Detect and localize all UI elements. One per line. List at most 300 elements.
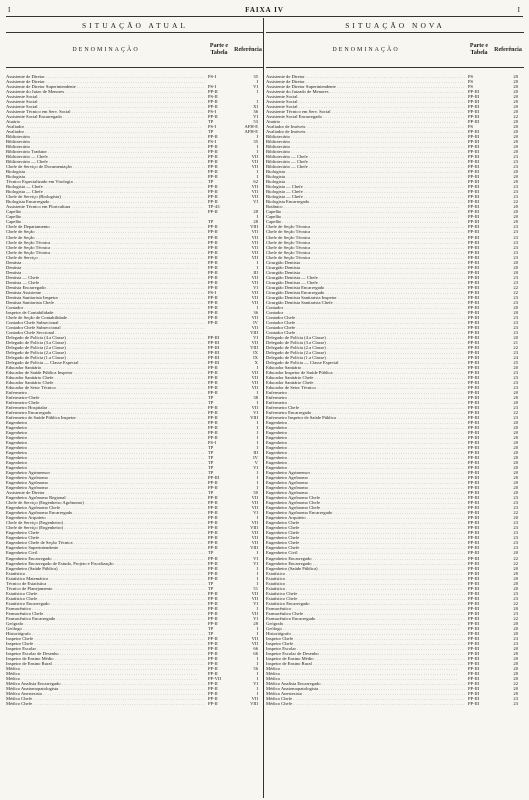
- row-denominacao: Chefe de Seção Técnica . . .: [6, 245, 205, 250]
- row-denominacao: Dentista . . .: [6, 260, 205, 265]
- row-denominacao: Avaliador de Imóveis . . .: [266, 129, 465, 134]
- row-referencia: VII: [251, 274, 258, 280]
- row-denominacao: Enfermeiro Hospitalar . . .: [6, 405, 205, 410]
- row-referencia: 20: [513, 670, 518, 676]
- row-denominacao: Educador Sanitário Chefe . . .: [266, 380, 465, 385]
- row-parte-tabela: PP-II: [208, 590, 218, 596]
- row-referencia: I: [256, 420, 258, 426]
- row-parte-tabela: PP-III: [468, 199, 480, 205]
- row-parte-tabela: PP-II: [208, 540, 218, 546]
- row-referencia: IX: [253, 354, 258, 360]
- row-parte-tabela: PP-III: [468, 104, 480, 110]
- row-parte-tabela: PP-II: [208, 194, 218, 200]
- row-referencia: VI: [253, 555, 258, 561]
- row-parte-tabela: PP-II: [208, 199, 218, 205]
- row-denominacao: Assistente de Diretor Superintendente . . .: [266, 84, 465, 89]
- row-referencia: I: [256, 565, 258, 571]
- row-referencia: I: [256, 440, 258, 446]
- row-denominacao: Estatístico . . .: [266, 581, 465, 586]
- row-parte-tabela: PP-III: [468, 415, 480, 421]
- row-parte-tabela: PP-II: [208, 610, 218, 616]
- row-parte-tabela: PP-III: [468, 440, 480, 446]
- row-parte-tabela: PP-II: [208, 430, 218, 436]
- row-parte-tabela: PP-III: [468, 219, 480, 225]
- row-referencia: 23: [513, 329, 518, 335]
- row-referencia: 20: [513, 685, 518, 691]
- row-parte-tabela: PP-III: [468, 214, 480, 220]
- row-parte-tabela: TP: [208, 550, 214, 556]
- row-referencia: VIII: [250, 329, 258, 335]
- row-denominacao: Engenheiro Agrônomo . . .: [266, 480, 465, 485]
- row-denominacao: Engenheiro . . .: [266, 455, 465, 460]
- row-parte-tabela: PS-I: [208, 440, 217, 446]
- row-denominacao: Engenheiro Agrônomo Encarregado . . .: [266, 510, 465, 515]
- row-parte-tabela: PP-II: [208, 655, 218, 661]
- row-denominacao: Cirurgião Dentista — Chefe . . .: [266, 280, 465, 285]
- row-referencia: 22: [513, 555, 518, 561]
- row-denominacao: Delegado de Polícia — Classe Especial . . .: [6, 360, 205, 365]
- row-parte-tabela: PP-II: [208, 695, 218, 701]
- row-referencia: I: [256, 550, 258, 556]
- row-parte-tabela: PP-III: [468, 354, 480, 360]
- row-referencia: 20: [513, 309, 518, 315]
- row-referencia: I: [256, 304, 258, 310]
- row-referencia: I: [256, 690, 258, 696]
- row-parte-tabela: PP-II: [208, 415, 218, 421]
- row-parte-tabela: PP-III: [468, 630, 480, 636]
- row-parte-tabela: PS: [468, 84, 474, 90]
- row-parte-tabela: PP-II: [208, 650, 218, 656]
- row-referencia: 20: [513, 89, 518, 95]
- row-parte-tabela: PS-II: [208, 94, 218, 100]
- row-referencia: 23: [513, 184, 518, 190]
- row-referencia: VII: [251, 405, 258, 411]
- row-parte-tabela: PP-II: [208, 229, 218, 235]
- row-referencia: 23: [513, 379, 518, 385]
- row-referencia: 20: [513, 455, 518, 461]
- row-denominacao: Bibliotecário — Chefe . . .: [266, 154, 465, 159]
- row-denominacao: Estatístico Encarregado . . .: [6, 601, 205, 606]
- row-parte-tabela: PP-II: [208, 665, 218, 671]
- row-referencia: 23: [513, 369, 518, 375]
- row-parte-tabela: PP-III: [468, 690, 480, 696]
- row-referencia: VI: [253, 465, 258, 471]
- row-parte-tabela: PP-III: [468, 465, 480, 471]
- row-denominacao: Botânico . . .: [266, 204, 465, 209]
- row-referencia: 20: [513, 485, 518, 491]
- row-denominacao: Inspetor de Ensino Rural . . .: [6, 661, 205, 666]
- row-referencia: 20: [513, 625, 518, 631]
- row-referencia: VII: [251, 695, 258, 701]
- row-denominacao: Delegado de Polícia (2.a Classe) . . .: [266, 345, 465, 350]
- row-parte-tabela: PP-III: [468, 445, 480, 451]
- row-denominacao: Engenheiro Chefe . . .: [266, 540, 465, 545]
- row-referencia: 20: [513, 475, 518, 481]
- row-referencia: 20: [513, 630, 518, 636]
- row-denominacao: Inspetor de Ensino Médio . . .: [266, 656, 465, 661]
- row-denominacao: Estatístico . . .: [6, 571, 205, 576]
- row-denominacao: Enfermeiro . . .: [266, 395, 465, 400]
- row-denominacao: Médico . . .: [6, 671, 205, 676]
- row-parte-tabela: PP-III: [468, 274, 480, 280]
- row-denominacao: Inspetor Chefe . . .: [6, 636, 205, 641]
- row-denominacao: Engenheiro Chefe . . .: [6, 530, 205, 535]
- row-denominacao: Bibliotecário . . .: [266, 139, 465, 144]
- row-referencia: 20: [513, 675, 518, 681]
- row-denominacao: Médico Chefe . . .: [266, 696, 465, 701]
- row-referencia: 20: [513, 575, 518, 581]
- column-title: SITUAÇÃO ATUAL: [82, 21, 188, 30]
- row-referencia: 20: [513, 650, 518, 656]
- row-denominacao: Bibliotecário . . .: [266, 144, 465, 149]
- row-denominacao: Médico Analista Encarregado . . .: [6, 681, 205, 686]
- row-referencia: 20: [513, 109, 518, 115]
- row-denominacao: Chefe de Seção . . .: [6, 235, 205, 240]
- row-parte-tabela: PP-II: [208, 605, 218, 611]
- row-denominacao: Capelão . . .: [266, 219, 465, 224]
- row-denominacao: Chefe de Seção Técnica . . .: [266, 250, 465, 255]
- row-parte-tabela: PP-III: [468, 114, 480, 120]
- row-denominacao: Médico . . .: [6, 676, 205, 681]
- row-parte-tabela: PP-II: [208, 389, 218, 395]
- row-denominacao: Engenheiro Agrônomo . . .: [6, 480, 205, 485]
- row-parte-tabela: PP-III: [468, 555, 480, 561]
- row-parte-tabela: PP-III: [468, 480, 480, 486]
- row-denominacao: Inspetor Escolar . . .: [6, 646, 205, 651]
- row-parte-tabela: PP-III: [468, 650, 480, 656]
- row-referencia: 20: [513, 430, 518, 436]
- row-referencia: 23: [513, 590, 518, 596]
- row-parte-tabela: PP-III: [468, 395, 480, 400]
- row-denominacao: Assistente de Diretor . . .: [6, 490, 205, 495]
- row-parte-tabela: TP: [208, 630, 214, 636]
- row-parte-tabela: PP-III: [468, 324, 480, 330]
- row-referencia: 20: [513, 259, 518, 265]
- row-referencia: VII: [251, 635, 258, 641]
- row-referencia: I: [256, 149, 258, 155]
- row-denominacao: Engenheiro Agrônomo . . .: [6, 485, 205, 490]
- row-referencia: 23: [513, 530, 518, 536]
- row-referencia: 23: [513, 194, 518, 200]
- row-denominacao: Engenheiro . . .: [6, 445, 205, 450]
- row-parte-tabela: PP-III: [468, 389, 480, 395]
- row-referencia: VI: [253, 600, 258, 606]
- row-denominacao: Contador Chefe . . .: [266, 330, 465, 335]
- row-parte-tabela: PP-III: [468, 625, 480, 631]
- row-denominacao: Assistente de Diretor . . .: [266, 74, 465, 79]
- row-parte-tabela: PP-II: [208, 645, 218, 651]
- row-denominacao: Delegado de Polícia — Classe Especial . . .: [266, 360, 465, 365]
- row-referencia: X: [254, 359, 258, 365]
- row-parte-tabela: PS: [468, 74, 474, 79]
- row-referencia: I: [256, 174, 258, 180]
- row-denominacao: Biologista . . .: [6, 174, 205, 179]
- row-denominacao: Avaliador de Imóveis . . .: [266, 124, 465, 129]
- header-denominacao: DENOMINAÇÃO: [72, 47, 140, 53]
- row-denominacao: Enfermeiro Inspetor de Saúde Pública . . .: [266, 415, 465, 420]
- row-parte-tabela: PP-III: [208, 344, 220, 350]
- row-denominacao: Contador Chefe . . .: [266, 325, 465, 330]
- row-parte-tabela: PP-III: [468, 470, 480, 476]
- row-denominacao: Estatístico . . .: [266, 576, 465, 581]
- row-denominacao: Bibliotecário . . .: [266, 149, 465, 154]
- row-denominacao: Farmacêutico Encarregado . . .: [266, 616, 465, 621]
- row-parte-tabela: PP-II: [208, 299, 218, 305]
- row-denominacao: Historiógrafo . . .: [266, 631, 465, 636]
- row-parte-tabela: PP-II: [208, 680, 218, 686]
- row-denominacao: Chefe de Seção Técnica . . .: [266, 229, 465, 234]
- row-parte-tabela: PP-III: [468, 234, 480, 240]
- row-parte-tabela: PP-III: [468, 530, 480, 536]
- header-referencia: Referência: [494, 47, 522, 53]
- row-referencia: 20: [513, 94, 518, 100]
- row-referencia: I: [256, 515, 258, 521]
- row-denominacao: Engenheiro Chefe . . .: [266, 525, 465, 530]
- row-parte-tabela: PP-II: [208, 410, 218, 416]
- row-denominacao: Cirurgião Dentista Sanitarista Chefe . . .: [266, 300, 465, 305]
- row-referencia: I: [256, 214, 258, 220]
- row-parte-tabela: PP-II: [208, 259, 218, 265]
- row-parte-tabela: PP-III: [208, 354, 220, 360]
- row-denominacao: Dentista Sanitarista Inspetor . . .: [6, 295, 205, 300]
- row-denominacao: Inspetor de Ensino Médio . . .: [6, 656, 205, 661]
- row-referencia: 20: [513, 144, 518, 150]
- row-denominacao: Dentista Encarregado . . .: [6, 285, 205, 290]
- row-parte-tabela: PP-III: [468, 364, 480, 370]
- row-denominacao: Médico Chefe . . .: [266, 701, 465, 706]
- row-referencia: 23: [513, 159, 518, 165]
- row-denominacao: Biologista — Chefe . . .: [6, 184, 205, 189]
- row-parte-tabela: PP-II: [208, 485, 218, 491]
- row-denominacao: Engenheiro Agrônomo . . .: [266, 490, 465, 495]
- row-parte-tabela: PP-III: [468, 179, 480, 185]
- row-denominacao: Avaliador . . .: [6, 124, 205, 129]
- row-denominacao: Geólogo . . .: [266, 626, 465, 631]
- row-referencia: 20: [513, 620, 518, 626]
- row-referencia: VII: [251, 239, 258, 245]
- row-parte-tabela: PP-III: [468, 610, 480, 616]
- row-referencia: VI: [253, 615, 258, 621]
- row-parte-tabela: PP-III: [208, 339, 220, 345]
- row-referencia: 20: [513, 655, 518, 661]
- row-denominacao: Cirurgião Dentista . . .: [266, 270, 465, 275]
- row-parte-tabela: PP-III: [468, 455, 480, 461]
- row-denominacao: Cirurgião Dentista Sanitarista Inspetor . . .: [266, 295, 465, 300]
- row-parte-tabela: PP-III: [468, 500, 480, 506]
- row-denominacao: Contador Chefe Subseccional . . .: [6, 325, 205, 330]
- row-referencia: 22: [513, 615, 518, 621]
- row-parte-tabela: PP-VII: [208, 675, 222, 681]
- row-denominacao: Engenheiro . . .: [6, 460, 205, 465]
- row-referencia: 20: [513, 124, 518, 130]
- row-denominacao: Educador Sanitário Chefe . . .: [6, 375, 205, 380]
- row-denominacao: Chefe de Departamento . . .: [6, 224, 205, 229]
- row-denominacao: Engenheiro . . .: [6, 440, 205, 445]
- row-parte-tabela: PP-III: [468, 334, 480, 340]
- row-referencia: 23: [513, 374, 518, 380]
- row-parte-tabela: PP-II: [208, 600, 218, 606]
- row-denominacao: Engenheiro Superintendente . . .: [6, 545, 205, 550]
- row-referencia: 28: [253, 219, 258, 225]
- row-denominacao: Estatístico . . .: [266, 571, 465, 576]
- table-body: [6, 74, 264, 706]
- row-denominacao: Bibliotecário . . .: [6, 134, 205, 139]
- row-denominacao: Médico Chefe . . .: [6, 696, 205, 701]
- row-referencia: 20: [513, 420, 518, 426]
- row-parte-tabela: PS-I: [208, 109, 217, 115]
- row-referencia: 23: [513, 635, 518, 641]
- row-parte-tabela: PP-III: [468, 99, 480, 105]
- row-referencia: I: [256, 625, 258, 631]
- row-parte-tabela: PP-II: [208, 505, 218, 511]
- row-parte-tabela: PP-III: [468, 450, 480, 456]
- row-parte-tabela: PP-III: [468, 595, 480, 601]
- row-referencia: VII: [251, 244, 258, 250]
- row-denominacao: Técnico Especializado em Virologia . . .: [6, 179, 205, 184]
- row-parte-tabela: PP-II: [208, 369, 218, 375]
- row-parte-tabela: PP-III: [468, 109, 480, 115]
- row-denominacao: Delegado de Polícia (3.a Classe) . . .: [6, 340, 205, 345]
- row-parte-tabela: PP-III: [468, 184, 480, 190]
- row-denominacao: Chefe de Seção de Contabilidade . . .: [6, 315, 205, 320]
- row-parte-tabela: PP-III: [468, 475, 480, 481]
- row-referencia: I: [256, 430, 258, 436]
- row-denominacao: Engenheiro Agrônomo . . .: [266, 475, 465, 480]
- row-referencia: VII: [251, 500, 258, 506]
- row-denominacao: Farmacêutico . . .: [6, 606, 205, 611]
- row-denominacao: Bibliotecário — Chefe . . .: [266, 159, 465, 164]
- row-denominacao: Enfermeiro de Saúde Pública Inspetor . . .: [6, 415, 205, 420]
- row-denominacao: Engenheiro Agrimensor . . .: [6, 470, 205, 475]
- row-denominacao: Bibliotecário . . .: [6, 144, 205, 149]
- row-referencia: XI: [253, 104, 258, 110]
- row-referencia: VII: [251, 535, 258, 541]
- row-denominacao: Educador de Setor Técnico . . .: [6, 385, 205, 390]
- row-parte-tabela: PP-III: [468, 244, 480, 250]
- page-marker-left: I: [8, 6, 12, 14]
- row-parte-tabela: PP-III: [468, 520, 480, 526]
- row-denominacao: Cirurgião Dentista Encarregado . . .: [266, 285, 465, 290]
- row-denominacao: Inspetor Chefe . . .: [6, 641, 205, 646]
- row-denominacao: Engenheiro . . .: [6, 430, 205, 435]
- row-referencia: 22: [513, 560, 518, 566]
- row-parte-tabela: PS: [468, 124, 474, 130]
- row-denominacao: Contador Chefe . . .: [266, 320, 465, 325]
- row-parte-tabela: PP-III: [468, 615, 480, 621]
- row-denominacao: Engenheiro . . .: [266, 465, 465, 470]
- row-denominacao: Biologista — Chefe . . .: [266, 184, 465, 189]
- row-referencia: 56: [253, 665, 258, 671]
- row-parte-tabela: PP-II: [208, 570, 218, 576]
- row-referencia: 20: [513, 580, 518, 586]
- row-parte-tabela: PP-III: [468, 495, 480, 501]
- row-referencia: 22: [513, 344, 518, 350]
- row-parte-tabela: PP-III: [468, 540, 480, 546]
- row-parte-tabela: PP-III: [468, 565, 480, 571]
- row-denominacao: Chefe de Serviço . . .: [6, 255, 205, 260]
- row-denominacao: Delegado de Polícia (4.a Classe) . . .: [6, 335, 205, 340]
- row-denominacao: Enfermeiro Encarregado . . .: [6, 410, 205, 415]
- row-parte-tabela: PP-II: [208, 575, 218, 581]
- row-referencia: 23: [513, 384, 518, 390]
- row-denominacao: Capelão . . .: [6, 214, 205, 219]
- row-denominacao: Médico . . .: [6, 666, 205, 671]
- row-parte-tabela: PP-II: [208, 635, 218, 641]
- row-parte-tabela: PP-III: [468, 319, 480, 325]
- row-parte-tabela: PP-II: [208, 144, 218, 150]
- row-referencia: 28: [253, 620, 258, 626]
- row-parte-tabela: PP-II: [208, 164, 218, 170]
- row-denominacao: Contador . . .: [266, 310, 465, 315]
- row-referencia: I: [256, 134, 258, 140]
- row-parte-tabela: PP-III: [468, 149, 480, 155]
- table-header: [266, 32, 524, 68]
- row-denominacao: Médico . . .: [266, 666, 465, 671]
- row-parte-tabela: TP: [208, 580, 214, 586]
- row-referencia: 28: [253, 209, 258, 215]
- row-referencia: VII: [251, 374, 258, 380]
- row-referencia: 20: [513, 490, 518, 496]
- row-referencia: I: [256, 400, 258, 406]
- row-denominacao: Médico Analista Encarregado . . .: [266, 681, 465, 686]
- row-parte-tabela: PP-III: [208, 475, 220, 481]
- row-denominacao: Engenheiro . . .: [6, 420, 205, 425]
- row-referencia: 20: [513, 400, 518, 406]
- row-parte-tabela: PP-II: [208, 510, 218, 516]
- row-referencia: 20: [513, 605, 518, 611]
- column-title: SITUAÇÃO NOVA: [345, 21, 445, 30]
- row-parte-tabela: PP-II: [208, 304, 218, 310]
- row-denominacao: Engenheiro Chefe . . .: [6, 535, 205, 540]
- row-parte-tabela: PP-III: [468, 550, 480, 556]
- row-denominacao: Inspetor Escolar . . .: [266, 646, 465, 651]
- row-parte-tabela: PP-II: [208, 149, 218, 155]
- row-denominacao: Engenheiro (Saúde Pública) . . .: [6, 566, 205, 571]
- row-referencia: 20: [513, 465, 518, 471]
- row-referencia: VIII: [250, 344, 258, 350]
- row-parte-tabela: PP-II: [208, 545, 218, 551]
- row-denominacao: Engenheiro Chefe . . .: [266, 530, 465, 535]
- row-parte-tabela: PP-III: [468, 339, 480, 345]
- row-referencia: 23: [513, 695, 518, 701]
- row-denominacao: Geólogo . . .: [6, 626, 205, 631]
- row-parte-tabela: PS-I: [208, 74, 217, 79]
- row-denominacao: Cirurgião Dentista . . .: [266, 265, 465, 270]
- row-referencia: 20: [513, 470, 518, 476]
- row-parte-tabela: TP: [208, 119, 214, 125]
- row-denominacao: Engenheiro Chefe . . .: [266, 520, 465, 525]
- row-denominacao: Engenheiro Agrônomo . . .: [6, 475, 205, 480]
- row-denominacao: Avaliador . . .: [6, 129, 205, 134]
- row-parte-tabela: PP-II: [208, 249, 218, 255]
- row-referencia: 20: [513, 219, 518, 225]
- row-denominacao: Educador Sanitário Chefe . . .: [6, 380, 205, 385]
- row-parte-tabela: PS-I: [208, 139, 217, 145]
- row-parte-tabela: PP-III: [468, 384, 480, 390]
- row-denominacao: Assistente do Juizo de Menores . . .: [6, 89, 205, 94]
- row-parte-tabela: PP-III: [468, 129, 480, 135]
- row-parte-tabela: PP-III: [468, 269, 480, 275]
- row-referencia: 20: [513, 134, 518, 140]
- row-denominacao: Enfermeiro-Chefe . . .: [6, 400, 205, 405]
- row-denominacao: Chefe de Seção . . .: [6, 229, 205, 234]
- row-parte-tabela: PP-III: [468, 590, 480, 596]
- row-referencia: VII: [251, 590, 258, 596]
- row-denominacao: Engenheiro Civil . . .: [6, 550, 205, 555]
- row-denominacao: Médico Anatomopatologista . . .: [266, 686, 465, 691]
- row-parte-tabela: TP: [208, 445, 214, 451]
- row-parte-tabela: PP-II: [208, 114, 218, 120]
